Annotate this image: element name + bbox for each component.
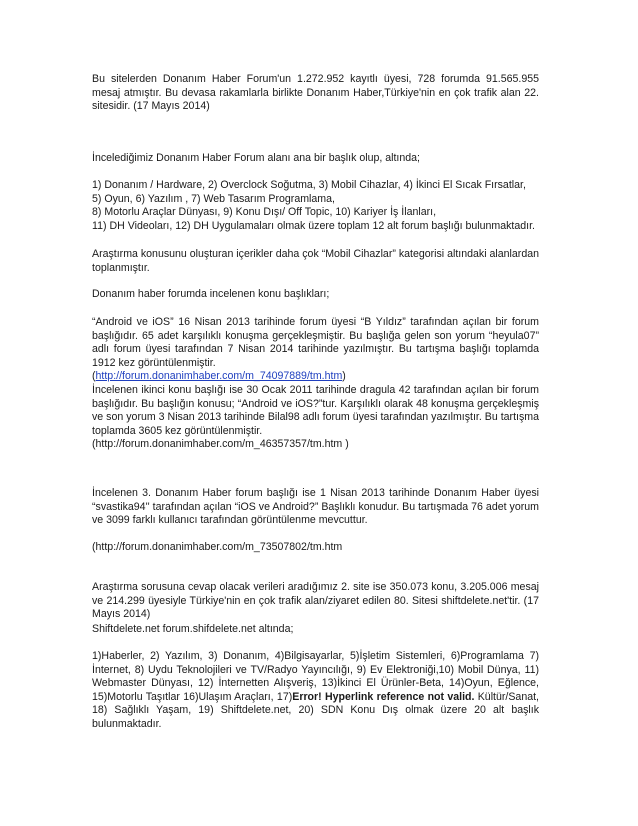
paragraph-research-topic: Araştırma konusunu oluşturan içerikler daha çok “Mobil Cihazlar” kategorisi altındaki alanlardan toplanmıştır. — [92, 248, 539, 274]
paragraph-forum-stats: Bu sitelerden Donanım Haber Forum'un 1.272.952 kayıtlı üyesi, 728 forumda 91.565.955 mesaj atmıştır. Bu devasa rakamlarla birlikte Donanım Haber,Türkiye'nin en çok trafik alan 22. sitesidir. (17 Mayıs 2014) — [92, 73, 539, 113]
paragraph-topics-heading: Donanım haber forumda incelenen konu başlıkları; — [92, 288, 330, 300]
subforum-list — [92, 179, 539, 233]
topic-2-text: İncelenen ikinci konu başlığı ise 30 Ocak 2011 tarihinde dragula 42 tarafından açılan bir forum başlığıdır. Bu başlığın konusu; “Android ve iOS?”tur. Karşılıklı olarak 48 konuşma gerçekleşmiş ve son yorum 3 Nisan 2013 tarihinde Bilal98 adlı forum üyesi tarafından yazılmıştır. Bu tartışma toplamda 3605 kez görüntülenmiştir. — [92, 384, 539, 437]
paragraph-topic-1 — [92, 316, 539, 384]
paragraph-shiftdelete-forums — [92, 650, 539, 732]
subforum-line-2: 5) Oyun, 6) Yazılım , 7) Web Tasarım Programlama, — [92, 192, 335, 205]
paragraph-second-site: Araştırma sorusuna cevap olacak verileri aradığımız 2. site ise 350.073 konu, 3.205.006 mesaj ve 214.299 üyesiyle Türkiye'nin en çok trafik alan/ziyaret edilen 80. Sitesi shiftdelete.net'tir. (17 Mayıs 2014) — [92, 581, 539, 621]
shiftdelete-forums-part-1: 1)Haberler, 2) Yazılım, 3) Donanım, 4)Bilgisayarlar, 5)İşletim Sistemleri, 6)Programlama 7) İnternet, 8) Uydu Teknolojileri ve TV/Radyo Yayıncılığı, 9) Ev Elektroniği,10) Mobil Dünya, 11) Webmaster Dünyası, 12) İnternetten Alışveriş, 13)İkinci El Ürünler-Beta, 14)Oyun, Eğlence, 15)Motorlu Taşıtlar 16)Ulaşım Araçları, 17) — [92, 650, 539, 703]
paragraph-topic-2 — [92, 384, 539, 452]
topic-1-close-paren: ) — [342, 370, 346, 383]
topic-1-open-paren: ( — [92, 370, 96, 383]
paragraph-shiftdelete-intro: Shiftdelete.net forum.shifdelete.net altında; — [92, 623, 294, 635]
paragraph-topic-3: İncelenen 3. Donanım Haber forum başlığı ise 1 Nisan 2013 tarihinde Donanım Haber üyesi “svastika94'' tarafından açılan “iOS ve Android?” Başlıklı konudur. Bu tartışmada 76 adet yorum ve 3099 farklı kullanıcı tarafından görüntülenme mevcuttur. — [92, 487, 539, 527]
subforum-line-4: 11) DH Videoları, 12) DH Uygulamaları olmak üzere toplam 12 alt forum başlığı bulunmaktadır. — [92, 219, 535, 232]
topic-2-url: (http://forum.donanimhaber.com/m_46357357/tm.htm ) — [92, 438, 349, 451]
subforum-line-3: 8) Motorlu Araçlar Dünyası, 9) Konu Dışı/ Off Topic, 10) Kariyer İş İlanları, — [92, 206, 437, 219]
topic-1-link-line — [92, 370, 539, 384]
paragraph-topic-3-url: (http://forum.donanimhaber.com/m_73507802/tm.htm — [92, 541, 343, 553]
shiftdelete-forums-part-2: Kültür/Sanat, 18) Sağlıklı Yaşam, 19) Shiftdelete.net, 20) SDN Konu Dış olmak üzere 20 alt başlık bulunmaktadır. — [92, 690, 539, 730]
subforum-line-1: 1) Donanım / Hardware, 2) Overclock Soğutma, 3) Mobil Cihazlar, 4) İkinci El Sıcak Fırsatlar, — [92, 179, 526, 191]
topic-1-text: “Android ve iOS” 16 Nisan 2013 tarihinde forum üyesi “B Yıldız” tarafından açılan bir forum başlığıdır. 65 adet karşılıklı konuşma gerçekleşmiştir. Bu başlığa gelen son yorum “heyula07” adlı forum üyesi tarafından 7 Nisan 2014 tarihinde yazılmıştır. Bu tartışma başlığı toplamda 1912 kez görüntülenmiştir. — [92, 316, 539, 369]
topic-1-link[interactable]: http://forum.donanimhaber.com/m_74097889/tm.htm — [95, 370, 343, 383]
paragraph-forum-intro: İncelediğimiz Donanım Haber Forum alanı ana bir başlık olup, altında; — [92, 152, 420, 164]
hyperlink-error-text: Error! Hyperlink reference not valid. — [292, 690, 475, 703]
